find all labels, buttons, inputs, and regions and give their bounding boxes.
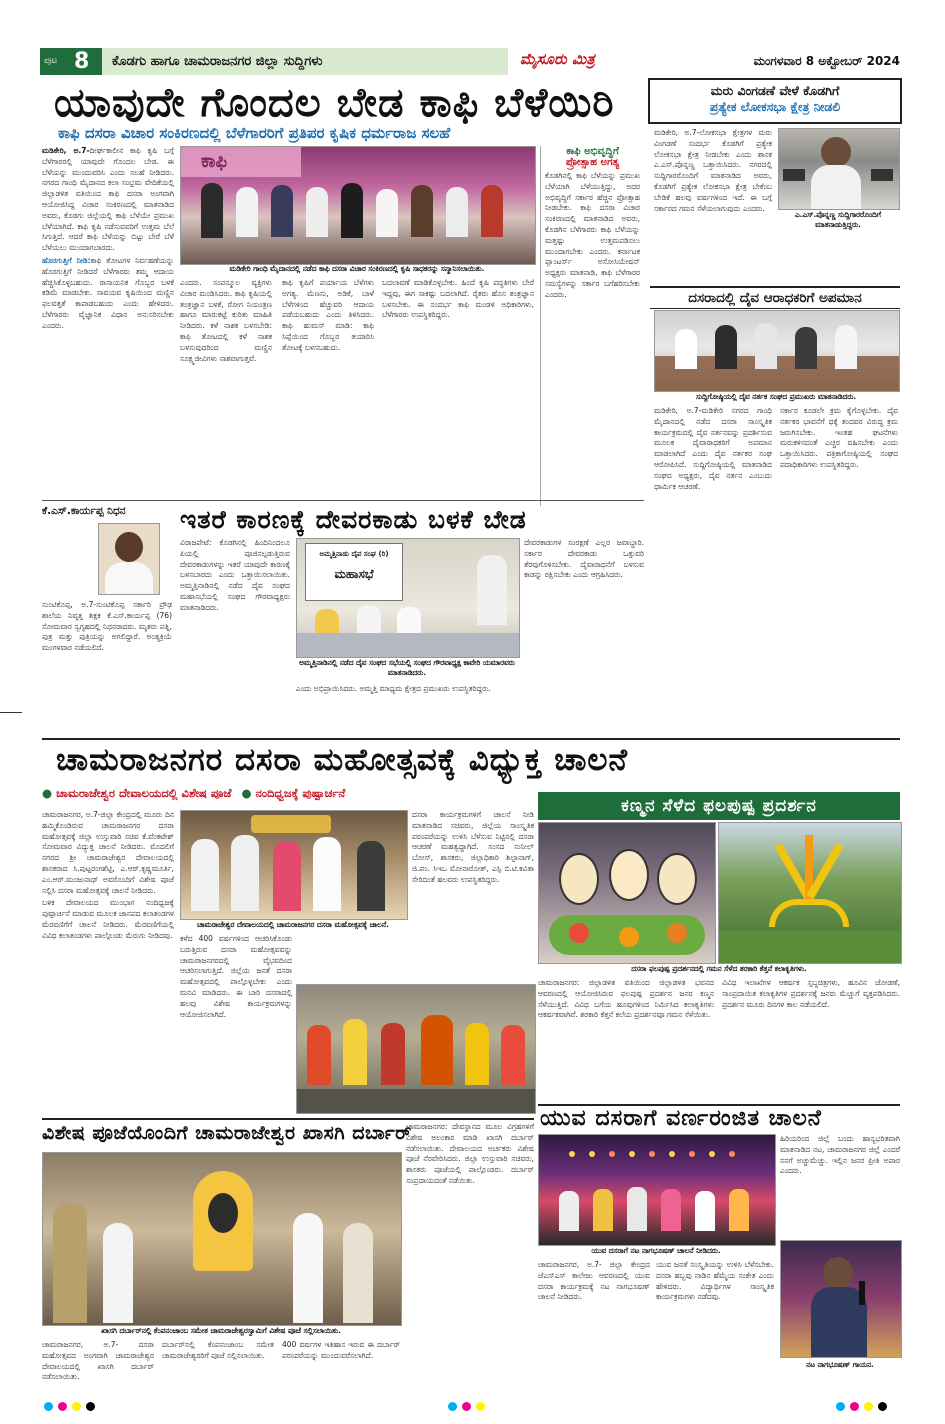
story5-col3-body: ದಸರಾ ಕಾರ್ಯಕ್ರಮಗಳಿಗೆ ಚಾಲನೆ ನೀಡಿ ಮಾತನಾಡಿದ ಸಚಿವರು, ಜಿಲ್ಲೆಯ ಸಾಂಸ್ಕೃತಿಕ ಪರಂಪರೆಯನ್ನು ಉಳಿಸಿ ಬೆಳೆಸುವ ನಿಟ್ಟಿನಲ್ಲಿ ದಸರಾ ಆಚರಣೆ ಮಹತ್ವದ್ದಾಗಿದೆ. ಸಂಸದ ಸುನೀಲ್ ಬೋಸ್, ಶಾಸಕರು, ಜಿಲ್ಲಾಧಿಕಾರಿ ಶಿಲ್ಪಾನಾಗ್, ಜಿ.ಪಂ. ಸಿಇಒ ಮೋನಾರೋತ್, ಎಸ್ಪಿ ಬಿ.ಟಿ.ಕವಿತಾ ಸೇರಿದಂತೆ ಹಲವರು ಉಪಸ್ಥಿತರಿದ್ದರು. [412,810,534,884]
story5-headline: ಚಾಮರಾಜನಗರ ದಸರಾ ಮಹೋತ್ಸವಕ್ಕೆ ವಿಧ್ಯುಕ್ತ ಚಾಲನೆ [56,742,628,778]
story8-photo1-caption: ಯುವ ದಸರಾಗೆ ನಟ ನಾಗಭೂಷಣ್ ಚಾಲನೆ ನೀಡಿದರು. [591,1246,721,1255]
story4-text2 [296,684,518,734]
story5-bullet1: ಚಾಮರಾಜೇಶ್ವರ ದೇವಾಲಯದಲ್ಲಿ ವಿಶೇಷ ಪೂಜೆ [56,786,232,800]
story7-text-bottom3 [282,1340,400,1370]
story4-headline: ಇತರೆ ಕಾರಣಕ್ಕೆ ದೇವರಕಾಡು ಬಳಕೆ ಬೇಡ [180,505,527,534]
story8-text2 [656,1260,774,1376]
story6-text2-body: ವಿವಿಧ ಇಲಾಖೆಗಳ ಆಕರ್ಷಕ ಸ್ತಬ್ಧಚಿತ್ರಗಳು, ಹೂವಿನ ಜೋಡಣೆ, ಸಾಂಪ್ರದಾಯಿಕ ಕಲಾಕೃತಿಗಳ ಪ್ರದರ್ಶನಕ್ಕೆ ಜನರು ಮೆಚ್ಚುಗೆ ವ್ಯಕ್ತಪಡಿಸಿದರು. ಪ್ರದರ್ಶನ ಮೂರು ದಿನಗಳ ಕಾಲ ನಡೆಯಲಿದೆ. [722,978,900,1009]
story4-photo [296,538,520,658]
story3-photo [654,310,900,392]
story2-text [654,128,772,286]
story1-col1 [42,146,174,506]
registration-marks-right [836,1402,892,1411]
obituary-text-body: ಸುಂಟಿಕೊಪ್ಪ, ಅ.7-ಸುಂಟಿಕೊಪ್ಪ ಸರ್ಕಾರಿ ಪ್ರೌಢ ಶಾಲೆಯ ನಿವೃತ್ತ ಶಿಕ್ಷಕ ಕೆ.ಎಸ್.ಕಾರ್ಯಪ್ಪ (76) ಸೋಮವಾರ ಸ್ವಗೃಹದಲ್ಲಿ ನಿಧನರಾದರು. ಮೃತರು ಪತ್ನಿ, ಪುತ್ರ ಮತ್ತು ಪುತ್ರಿಯನ್ನು ಅಗಲಿದ್ದಾರೆ. ಅಂತ್ಯಕ್ರಿಯೆ ಮಂಗಳವಾರ ನಡೆಯಲಿದೆ. [42,600,172,653]
story4-text1 [180,538,290,734]
story2-header [648,78,902,124]
story2-headline1: ಮರು ವಿಂಗಡಣೆ ವೇಳೆ ಕೊಡಗಿಗೆ [710,83,840,98]
story3-photo-caption: ಸುದ್ದಿಗೋಷ್ಠಿಯಲ್ಲಿ ದೈವ ನರ್ತಕ ಸಂಘದ ಪ್ರಮುಖರು ಮಾತನಾಡಿದರು. [695,392,857,401]
page-label: ಪುಟ [44,56,58,66]
stage-people [191,183,521,243]
story4-poster [305,543,403,601]
boxout-title1: ಕಾಫಿ ಅಭಿವೃದ್ಧಿಗೆ [566,146,619,157]
story3-text2-body: ಸರ್ಕಾರ ಕೂಡಲೇ ಕ್ರಮ ಕೈಗೊಳ್ಳಬೇಕು. ದೈವ ನರ್ತಕರ ಭಾವನೆಗೆ ಧಕ್ಕೆ ತಂದವರ ವಿರುದ್ಧ ಕ್ರಮ ಜರುಗಿಸಬೇಕು. ಇಂತಹ ಘಟನೆಗಳು ಮರುಕಳಿಸದಂತೆ ಎಚ್ಚರ ವಹಿಸಬೇಕು ಎಂದು ಒತ್ತಾಯಿಸಿದರು. ಪತ್ರಿಕಾಗೋಷ್ಠಿಯಲ್ಲಿ ಸಂಘದ ಪದಾಧಿಕಾರಿಗಳು ಉಪಸ್ಥಿತರಿದ್ದರು. [780,406,898,469]
story4-text3-body: ದೇವರಕಾಡುಗಳ ಸಂರಕ್ಷಣೆ ಎಲ್ಲರ ಜವಾಬ್ದಾರಿ. ಸರ್ಕಾರ ದೇವರಕಾಡು ಒತ್ತುವರಿ ತೆರವುಗೊಳಿಸಬೇಕು. ದೈವಾರಾಧನೆಗೆ ಬಳಸುವ ಕಾಡನ್ನು ರಕ್ಷಿಸಬೇಕು ಎಂದು ಆಗ್ರಹಿಸಿದರು. [524,538,644,580]
story3-text2 [780,406,898,736]
story5-col3 [412,810,534,986]
row-divider-2 [42,738,900,740]
story4-text2-body: ಎಂದು ಅಭಿಪ್ರಾಯಿಸಿದರು. ಅಮ್ಮತ್ತಿ ಮಾಧ್ಯಮ ಕ್ಷೇತ್ರದ ಪ್ರಮುಖರು ಉಪಸ್ಥಿತರಿದ್ದರು. [296,684,491,693]
masthead [40,48,900,75]
story1-photo-caption: ಮಡಿಕೇರಿ ಗಾಂಧಿ ಮೈದಾನದಲ್ಲಿ ನಡೆದ ಕಾಫಿ ದಸರಾ ವಿಚಾರ ಸಂಕಿರಣದಲ್ಲಿ ಕೃಷಿ ಸಾಧಕರನ್ನು ಸನ್ಮಾನಿಸಲಾಯಿತು. [229,264,485,273]
story8-text1-body: ಚಾಮರಾಜನಗರ, ಅ.7- ಜಿಲ್ಲಾ ಕೇಂದ್ರದ ಜೆಎಸ್‌ಎಸ್ ಕಾಲೇಜು ಆವರಣದಲ್ಲಿ ಯುವ ದಸರಾ ಕಾರ್ಯಕ್ರಮಕ್ಕೆ ನಟ ನಾಗಭೂಷಣ್ ಚಾಲನೆ ನೀಡಿದರು. [538,1260,650,1302]
story8-headline: ಯುವ ದಸರಾಗೆ ವರ್ಣರಂಜಿತ ಚಾಲನೆ [540,1106,822,1131]
story7-photo [42,1152,402,1326]
story5-photo2 [296,984,536,1114]
story2-text-body: ಮಡಿಕೇರಿ, ಅ.7-ಲೋಕಸಭಾ ಕ್ಷೇತ್ರಗಳ ಮರು ವಿಂಗಡಣೆ ಸಂದರ್ಭ ಕೊಡಗಿಗೆ ಪ್ರತ್ಯೇಕ ಲೋಕಸಭಾ ಕ್ಷೇತ್ರ ನೀಡಬೇಕು ಎಂದು ಶಾಸಕ ಎ.ಎಸ್.ಪೊನ್ನಣ್ಣ ಒತ್ತಾಯಿಸಿದರು. ನಗರದಲ್ಲಿ ಸುದ್ದಿಗಾರರೊಂದಿಗೆ ಮಾತನಾಡಿದ ಅವರು, ಕೊಡಗಿಗೆ ಪ್ರತ್ಯೇಕ ಲೋಕಸಭಾ ಕ್ಷೇತ್ರ ಬೇಕೆಂಬ ಬೇಡಿಕೆ ಹಲವು ವರ್ಷಗಳಿಂದ ಇದೆ. ಈ ಬಗ್ಗೆ ಸರ್ಕಾರದ ಗಮನ ಸೆಳೆಯಲಾಗುವುದು ಎಂದರು. [654,128,772,213]
story6-header [538,792,900,820]
story1-banner-text: ಕಾಫಿ [201,151,227,172]
story1-subhead: ಕಾಫಿ ದಸರಾ ವಿಚಾರ ಸಂಕಿರಣದಲ್ಲಿ ಬೆಳೆಗಾರರಿಗೆ ಪ್ರತಿಪರ ಕೃಷಿಕ ಧರ್ಮರಾಜ ಸಲಹೆ [58,124,451,142]
story5-left-bottom [180,990,290,1110]
story4-photo-caption: ಅಮ್ಮತ್ತಿನಾಡಿನಲ್ಲಿ ನಡೆದ ದೈವ ಸಂಘದ ಸಭೆಯಲ್ಲಿ ಸಂಘದ ಗೌರವಾಧ್ಯಕ್ಷ ಕಾವೇರಿ ಯಮಾರವರು ಮಾತನಾಡಿದರು. [299,658,515,677]
story6-headline: ಕಣ್ಮನ ಸೆಳೆದ ಫಲಪುಷ್ಪ ಪ್ರದರ್ಶನ [621,796,817,816]
obituary-text [42,600,172,730]
story4-text3 [524,538,644,734]
story5-col2-body: ಕಳೆದ 400 ವರ್ಷಗಳಿಂದ ಆಚರಿಸಿಕೊಂಡು ಬರುತ್ತಿರುವ ದಸರಾ ಮಹೋತ್ಸವವನ್ನು ಚಾಮರಾಜನಗರದಲ್ಲಿ ವೈಭವದಿಂದ ಆಚರಿಸಲಾಗುತ್ತಿದೆ. ಜಿಲ್ಲೆಯ ಜನತೆ ದಸರಾ ಮಹೋತ್ಸವದಲ್ಲಿ ಪಾಲ್ಗೊಳ್ಳಬೇಕು ಎಂದು ಮನವಿ ಮಾಡಿದರು. ಈ ಬಾರಿ ದಸರಾದಲ್ಲಿ ಹಲವು ವಿಶೇಷ ಕಾರ್ಯಕ್ರಮಗಳನ್ನು ಆಯೋಜಿಸಲಾಗಿದೆ. [180,934,292,1019]
story1-col2-q: ಹೊರಗುತ್ತಿಗೆ ನೀಡಿ: [42,255,91,265]
obituary-photo [98,523,160,595]
story8-text1 [538,1260,650,1376]
story2-headline2: ಪ್ರತ್ಯೇಕ ಲೋಕಸಭಾ ಕ್ಷೇತ್ರ ನೀಡಲಿ [709,99,841,114]
bullet-icon: ● [241,786,252,800]
registration-marks-left [44,1402,100,1411]
story1-col5 [382,278,534,506]
story6-photo1 [538,822,716,964]
story1-col4 [282,278,374,506]
row-divider-1 [42,500,644,501]
story5-photo1-caption: ಚಾಮರಾಜೇಶ್ವರ ದೇವಾಲಯದಲ್ಲಿ ಚಾಮರಾಜನಗರ ದಸರಾ ಮಹೋತ್ಸವಕ್ಕೆ ಚಾಲನೆ. [197,920,389,929]
story7-bottom2-body: ದರ್ಬಾರ್‌ನಲ್ಲಿ ಕೆಂಪನಂಜಾಂಬ ಸಮೇತ ಚಾಮರಾಜೇಶ್ವರರಿಗೆ ಪೂಜೆ ಸಲ್ಲಿಸಲಾಯಿತು. [162,1340,274,1360]
story1-headline: ಯಾವುದೇ ಗೊಂದಲ ಬೇಡ ಕಾಫಿ ಬೆಳೆಯಿರಿ [54,80,615,126]
page-margin-mark [0,712,22,713]
story7-text-bottom2 [162,1340,274,1370]
story4-poster-line1: ಅಮ್ಮತ್ತಿನಾಡು ದೈವ ಸಂಘ (ರಿ) [319,550,389,558]
story1-col1-text: ದೀರ್ಘಕಾಲೀನ ಕಾಫಿ ಕೃಷಿ ಬಗ್ಗೆ ಬೆಳೆಗಾರರಲ್ಲಿ ಯಾವುದೇ ಗೊಂದಲ ಬೇಡ. ಈ ಬೆಳೆಯನ್ನು ಮುಂದುವರಿಸಿ ಎಂದು ಸಲಹೆ ನೀಡಿದರು. ನಗರದ ಗಾಂಧಿ ಮೈದಾನದ ಕಲಾ ಸಂಭ್ರಮ ವೇದಿಕೆಯಲ್ಲಿ ಜಿಲ್ಲಾಡಳಿತ ವತಿಯಿಂದ ಕಾಫಿ ದಸರಾ ಅಂಗವಾಗಿ ಆಯೋಜಿಸಿದ್ದ ವಿಚಾರ ಸಂಕಿರಣದಲ್ಲಿ ಮಾತನಾಡಿದ ಅವರು, ಕೊಡಗು ಜಿಲ್ಲೆಯಲ್ಲಿ ಕಾಫಿ ಬೆಳೆಯೇ ಪ್ರಮುಖ ಬೆಳೆಯಾಗಿದೆ. ಕಾಫಿ ಕೃಷಿ ನಡೆಸುವವರಿಗೆ ಉತ್ತಮ ಬೆಲೆ ಸಿಗುತ್ತಿದೆ. ಆದರೆ ಕಾಫಿ ಬೆಳೆಯನ್ನು ಬಿಟ್ಟು ಬೇರೆ ಬೆಳೆ ಬೆಳೆಯಲು ಮುಂದಾಗಬಾರದು. [42,146,174,253]
story7-text-right [406,1122,534,1358]
story1-boxout [540,146,640,506]
bullet-icon: ● [42,786,53,800]
story1-dateline: ಮಡಿಕೇರಿ, ಅ.7- [42,146,90,155]
story7-photo-caption: ಖಾಸಗಿ ದರ್ಬಾರ್‌ನಲ್ಲಿ ಕೆಂಪನಂಜಾಂಬ ಸಮೇತ ಚಾಮರಾಜೇಶ್ವರಸ್ವಾಮಿಗೆ ವಿಶೇಷ ಪೂಜೆ ಸಲ್ಲಿಸಲಾಯಿತು. [101,1326,341,1335]
story7-bottom3-body: 400 ವರ್ಷಗಳ ಇತಿಹಾಸ ಇರುವ ಈ ದರ್ಬಾರ್ ಪರಂಪರೆಯನ್ನು ಮುಂದುವರೆಸಲಾಗಿದೆ. [282,1340,400,1360]
page-number: 8 [74,49,90,74]
story8-photo2 [780,1240,902,1358]
story5-text2-body: ಬಳಿಕ ದೇವಾಲಯದ ಮುಂಭಾಗ ನಂದಿಧ್ವಜಕ್ಕೆ ಪುಷ್ಪಾರ್ಚನೆ ಮಾಡುವ ಮೂಲಕ ಜಾನಪದ ಕಲಾತಂಡಗಳ ಮೆರವಣಿಗೆಗೆ ಚಾಲನೆ ನೀಡಿದರು. ಮೆರವಣಿಗೆಯಲ್ಲಿ ವಿವಿಧ ಕಲಾತಂಡಗಳು ಪಾಲ್ಗೊಂಡು ಮೆರುಗು ನೀಡಿದವು. [42,898,174,940]
row-divider-3 [42,1118,534,1120]
story7-text-bottom1 [42,1340,154,1382]
story6-photo2 [718,822,902,964]
story7-bottom1-body: ಚಾಮರಾಜನಗರ, ಅ.7- ದಸರಾ ಮಹೋತ್ಸವದ ಅಂಗವಾಗಿ ಚಾಮರಾಜೇಶ್ವರ ದೇವಾಲಯದಲ್ಲಿ ಖಾಸಗಿ ದರ್ಬಾರ್ ನಡೆಸಲಾಯಿತು. [42,1340,154,1382]
story1-col3-text: ಎಂದರು. ಸಂಪನ್ಮೂಲ ವ್ಯಕ್ತಿಗಳು ವಿಚಾರ ಮಂಡಿಸಿದರು. ಕಾಫಿ ಕೃಷಿಯಲ್ಲಿ ತಂತ್ರಜ್ಞಾನ ಬಳಕೆ, ರೋಗ ನಿಯಂತ್ರಣ ಹಾಗೂ ಮಾರುಕಟ್ಟೆ ಕುರಿತು ಮಾಹಿತಿ ನೀಡಿದರು. ಕಳೆ ನಾಶಕ ಬಳಸಬೇಡಿ: ಕಾಫಿ ತೋಟದಲ್ಲಿ ಕಳೆ ನಾಶಕ ಬಳಸುವುದರಿಂದ ಮಣ್ಣಿನ ಸೂಕ್ಷ್ಮಜೀವಿಗಳು ನಾಶವಾಗುತ್ತವೆ. [180,278,272,363]
story3-text1 [654,406,772,736]
story5-bullets [42,786,532,806]
story2-photo-caption: ಎ.ಎಸ್.ಪೊನ್ನಣ್ಣ ಸುದ್ದಿಗಾರರೊಂದಿಗೆ ಮಾತನಾಡುತ್ತಿದ್ದರು. [794,210,882,229]
registration-marks-center [448,1402,490,1411]
story8-photo1 [538,1134,776,1246]
story5-photo1 [180,810,408,920]
story1-photo [180,146,536,265]
story2-photo [778,128,900,210]
story5-text1-body: ಚಾಮರಾಜನಗರ, ಅ.7-ಜಿಲ್ಲಾ ಕೇಂದ್ರದಲ್ಲಿ ಮೂರು ದಿನ ಹಮ್ಮಿಕೊಂಡಿರುವ ಚಾಮರಾಜನಗರ ದಸರಾ ಮಹೋತ್ಸವಕ್ಕೆ ಜಿಲ್ಲಾ ಉಸ್ತುವಾರಿ ಸಚಿವ ಕೆ.ವೆಂಕಟೇಶ್ ಸೋಮವಾರ ವಿದ್ಯುಕ್ತ ಚಾಲನೆ ನೀಡಿದರು. ಮೊದಲಿಗೆ ನಗರದ ಶ್ರೀ ಚಾಮರಾಜೇಶ್ವರ ದೇವಾಲಯದಲ್ಲಿ ಶಾಸಕರಾದ ಸಿ.ಪುಟ್ಟರಂಗಶೆಟ್ಟಿ, ಎ.ಆರ್.ಕೃಷ್ಣಮೂರ್ತಿ, ಎಂ.ಆರ್.ಮಂಜುನಾಥ್ ಅವರೊಂದಿಗೆ ವಿಶೇಷ ಪೂಜೆ ಸಲ್ಲಿಸಿ ದಸರಾ ಮಹೋತ್ಸವಕ್ಕೆ ಚಾಲನೆ ನೀಡಿದರು. [42,810,174,895]
story1-col5-text: ಬದಲಾವಣೆ ಮಾಡಿಕೊಳ್ಳಬೇಕು. ಹಿಂದೆ ಕೃಷಿ ಪದ್ಧತಿಗಳು ಬೇರೆ ಇದ್ದವು, ಈಗ ಸಾಕಷ್ಟು ಬದಲಾಗಿದೆ. ರೈತರು ಹೊಸ ತಂತ್ರಜ್ಞಾನ ಬಳಸಬೇಕು. ಈ ಸಂದರ್ಭ ಕಾಫಿ ಮಂಡಳಿ ಅಧಿಕಾರಿಗಳು, ಬೆಳೆಗಾರರು ಉಪಸ್ಥಿತರಿದ್ದರು. [382,278,534,320]
issue-date: ಮಂಗಳವಾರ 8 ಅಕ್ಟೋಬರ್ 2024 [753,54,900,68]
story8-text-top-body: ಹಿರಿಯರಿಂದ ಜಿಲ್ಲೆ ಬಂದು ಹಾಸ್ಯಭರಿತವಾಗಿ ಮಾತನಾಡಿದ ನಟ, ಚಾಮರಾಜನಗರ ಜಿಲ್ಲೆ ಎಂದರೆ ನನಗೆ ಅಚ್ಚುಮೆಚ್ಚು. ಇಲ್ಲಿನ ಜನರ ಪ್ರೀತಿ ಅಪಾರ ಎಂದರು. [780,1134,900,1176]
story5-bullet2: ನಂದಿಧ್ವಜಕ್ಕೆ ಪುಷ್ಪಾರ್ಚನೆ [255,786,346,800]
story7-text-right-body: ಚಾಮರಾಜನಗರ: ದೇವಸ್ಥಾನದ ಮೂಲ ವಿಗ್ರಹಗಳಿಗೆ ವಿಶೇಷ ಅಲಂಕಾರ ಮಾಡಿ ಖಾಸಗಿ ದರ್ಬಾರ್ ನಡೆಸಲಾಯಿತು. ದೇವಾಲಯದ ಅರ್ಚಕರು ವಿಶೇಷ ಪೂಜೆ ನೆರವೇರಿಸಿದರು. ಜಿಲ್ಲಾ ಉಸ್ತುವಾರಿ ಸಚಿವರು, ಶಾಸಕರು ಪೂಜೆಯಲ್ಲಿ ಪಾಲ್ಗೊಂಡರು. ದರ್ಬಾರ್ ಸಂಪ್ರದಾಯದಂತೆ ನಡೆಯಿತು. [406,1122,534,1185]
story6-text1 [538,978,714,1102]
story6-photo-caption: ದಸರಾ ಫಲಪುಷ್ಪ ಪ್ರದರ್ಶನದಲ್ಲಿ ಗಮನ ಸೆಳೆದ ತರಕಾರಿ ಕೆತ್ತನೆ ಕಲಾಕೃತಿಗಳು. [631,964,807,973]
story1-col4-text: ಕಾಫಿ ಕೃಷಿಗೆ ಪರ್ಯಾಯ ಬೆಳೆಗಳು ಅಗತ್ಯ. ಮೆಣಸು, ಅಡಿಕೆ, ಬಾಳೆ ಬೆಳೆಗಳಿಂದ ಹೆಚ್ಚುವರಿ ಆದಾಯ ಪಡೆಯಬಹುದು ಎಂದು ತಿಳಿಸಿದರು. ಕಾಫಿ ಹುಮಸ್ ಮಾಡಿ: ಕಾಫಿ ಸಿಪ್ಪೆಯಿಂದ ಗೊಬ್ಬರ ತಯಾರಿಸಿ ತೋಟಕ್ಕೆ ಬಳಸಬಹುದು. [282,278,374,352]
paper-name: ಮೈಸೂರು ಮಿತ್ರ [520,50,595,68]
story6-text2 [722,978,900,1102]
boxout-title2: ಪ್ರೋತ್ಸಾಹ ಅಗತ್ಯ [565,157,620,168]
story4-text1-body: ವಿರಾಜಪೇಟೆ: ಕೊಡಗಿನಲ್ಲಿ ಹಿಂದಿನಿಂದಲೂ ಪಿಯಲ್ಲಿ ಪೂಜಿಸಲ್ಪಡುತ್ತಿರುವ ದೇವರಕಾಡುಗಳನ್ನು ಇತರೆ ಯಾವುದೇ ಕಾರಣಕ್ಕೆ ಬಳಸಬಾರದು ಎಂದು ಒತ್ತಾಯಿಸಲಾಯಿತು. ಅಮ್ಮತ್ತಿನಾಡಿನಲ್ಲಿ ನಡೆದ ದೈವ ಸಂಘದ ಮಹಾಸಭೆಯಲ್ಲಿ ಸಂಘದ ಗೌರವಾಧ್ಯಕ್ಷರು ಮಾತನಾಡಿದರು. [180,538,290,612]
story5-text1 [42,810,174,1162]
story8-text-top [780,1134,900,1236]
story3-headline: ದಸರಾದಲ್ಲಿ ದೈವ ಆರಾಧಕರಿಗೆ ಅಪಮಾನ [650,286,900,309]
obituary-headline: ಕೆ.ಎಸ್.ಕಾರ್ಯಪ್ಪ ನಿಧನ [42,505,126,517]
story1-banner [181,147,301,177]
story4-poster-line2: ಮಹಾಸಭೆ [334,567,374,581]
section-title: ಕೊಡಗು ಹಾಗೂ ಚಾಮರಾಜನಗರ ಜಿಲ್ಲಾ ಸುದ್ದಿಗಳು [102,48,508,75]
story8-text2-body: ಯುವ ಜನತೆ ಸಂಸ್ಕೃತಿಯನ್ನು ಉಳಿಸಿ ಬೆಳೆಸಬೇಕು. ದಸರಾ ಹಬ್ಬವು ನಾಡಿನ ಹೆಮ್ಮೆಯ ಸಂಕೇತ ಎಂದು ಹೇಳಿದರು. ವಿದ್ಯಾರ್ಥಿಗಳ ಸಾಂಸ್ಕೃತಿಕ ಕಾರ್ಯಕ್ರಮಗಳು ನಡೆದವು. [656,1260,774,1302]
boxout-text: ಕೊಡಗಿನಲ್ಲಿ ಕಾಫಿ ಬೆಳೆಯನ್ನು ಪ್ರಮುಖ ಬೆಳೆಯಾಗಿ ಬೆಳೆಯುತ್ತಿದ್ದು, ಅದರ ಅಭಿವೃದ್ಧಿಗೆ ಸರ್ಕಾರ ಹೆಚ್ಚಿನ ಪ್ರೋತ್ಸಾಹ ನೀಡಬೇಕು. ಕಾಫಿ ದಸರಾ ವಿಚಾರ ಸಂಕಿರಣದಲ್ಲಿ ಮಾತನಾಡಿದ ಅವರು, ಕೊಡಗಿನ ಬೆಳೆಗಾರರು ಕಾಫಿ ಬೆಳೆಯನ್ನು ಮತ್ತಷ್ಟು ಉತ್ತಮಪಡಿಸಲು ಮುಂದಾಗಬೇಕು ಎಂದರು. ಕರ್ನಾಟಕ ಪ್ಲಾಂಟರ್ಸ್ ಅಸೋಸಿಯೇಷನ್ ಅಧ್ಯಕ್ಷರು ಮಾತನಾಡಿ, ಕಾಫಿ ಬೆಳೆಗಾರರ ಸಮಸ್ಯೆಗಳನ್ನು ಸರ್ಕಾರ ಬಗೆಹರಿಸಬೇಕು ಎಂದರು. [545,171,640,299]
story7-headline: ವಿಶೇಷ ಪೂಜೆಯೊಂದಿಗೆ ಚಾಮರಾಜೇಶ್ವರ ಖಾಸಗಿ ದರ್ಬಾರ್ [42,1122,412,1144]
story3-text1-body: ಮಡಿಕೇರಿ, ಅ.7-ಮಡಿಕೇರಿ ನಗರದ ಗಾಂಧಿ ಮೈದಾನದಲ್ಲಿ ನಡೆದ ದಸರಾ ಸಾಂಸ್ಕೃತಿಕ ಕಾರ್ಯಕ್ರಮದಲ್ಲಿ ದೈವ ನರ್ತನವನ್ನು ಪ್ರದರ್ಶಿಸುವ ಮೂಲಕ ದೈವಾರಾಧಕರಿಗೆ ಅಪಮಾನ ಮಾಡಲಾಗಿದೆ ಎಂದು ದೈವ ನರ್ತಕರ ಸಂಘ ಆರೋಪಿಸಿದೆ. ಸುದ್ದಿಗೋಷ್ಠಿಯಲ್ಲಿ ಮಾತನಾಡಿದ ಸಂಘದ ಅಧ್ಯಕ್ಷರು, ದೈವ ನರ್ತನ ಎಂಬುದು ಧಾರ್ಮಿಕ ಆಚರಣೆ. [654,406,772,491]
story1-col3 [180,278,272,506]
story5-col2 [180,934,292,1019]
story8-photo2-caption: ನಟ ನಾಗಭೂಷಣ್ ಗಾಯನ. [806,1360,874,1369]
page-number-box [40,48,102,75]
story1-col2-text: ಕಾಫಿ ತೋಟಗಳ ನಿರ್ವಹಣೆಯನ್ನು ಹೊರಗುತ್ತಿಗೆ ನೀಡಿದರೆ ಬೆಳೆಗಾರರು ತಮ್ಮ ಆದಾಯ ಹೆಚ್ಚಿಸಿಕೊಳ್ಳಬಹುದು. ರಾಸಾಯನಿಕ ಗೊಬ್ಬರ ಬಳಕೆ ಕಡಿಮೆ ಮಾಡಬೇಕು. ಸಾವಯವ ಕೃಷಿಯಿಂದ ಮಣ್ಣಿನ ಫಲವತ್ತತೆ ಕಾಪಾಡಬಹುದು ಎಂದು ಹೇಳಿದರು. ಬೆಳೆಗಾರರು ವೈಜ್ಞಾನಿಕ ವಿಧಾನ ಅನುಸರಿಸಬೇಕು ಎಂದರು. [42,255,174,330]
story6-text1-body: ಚಾಮರಾಜನಗರ: ಜಿಲ್ಲಾಡಳಿತ ವತಿಯಿಂದ ಜಿಲ್ಲಾಡಳಿತ ಭವನದ ಆವರಣದಲ್ಲಿ ಆಯೋಜಿಸಿರುವ ಫಲಪುಷ್ಪ ಪ್ರದರ್ಶನ ಜನರ ಕಣ್ಮನ ಸೆಳೆಯುತ್ತಿದೆ. ವಿವಿಧ ಬಗೆಯ ಹೂವುಗಳಿಂದ ನಿರ್ಮಿಸಿದ ಕಲಾಕೃತಿಗಳು ಆಕರ್ಷಕವಾಗಿವೆ. ತರಕಾರಿ ಕೆತ್ತನೆ ಕಲೆಯ ಪ್ರದರ್ಶನವೂ ಗಮನ ಸೆಳೆಯಿತು. [538,978,714,1020]
